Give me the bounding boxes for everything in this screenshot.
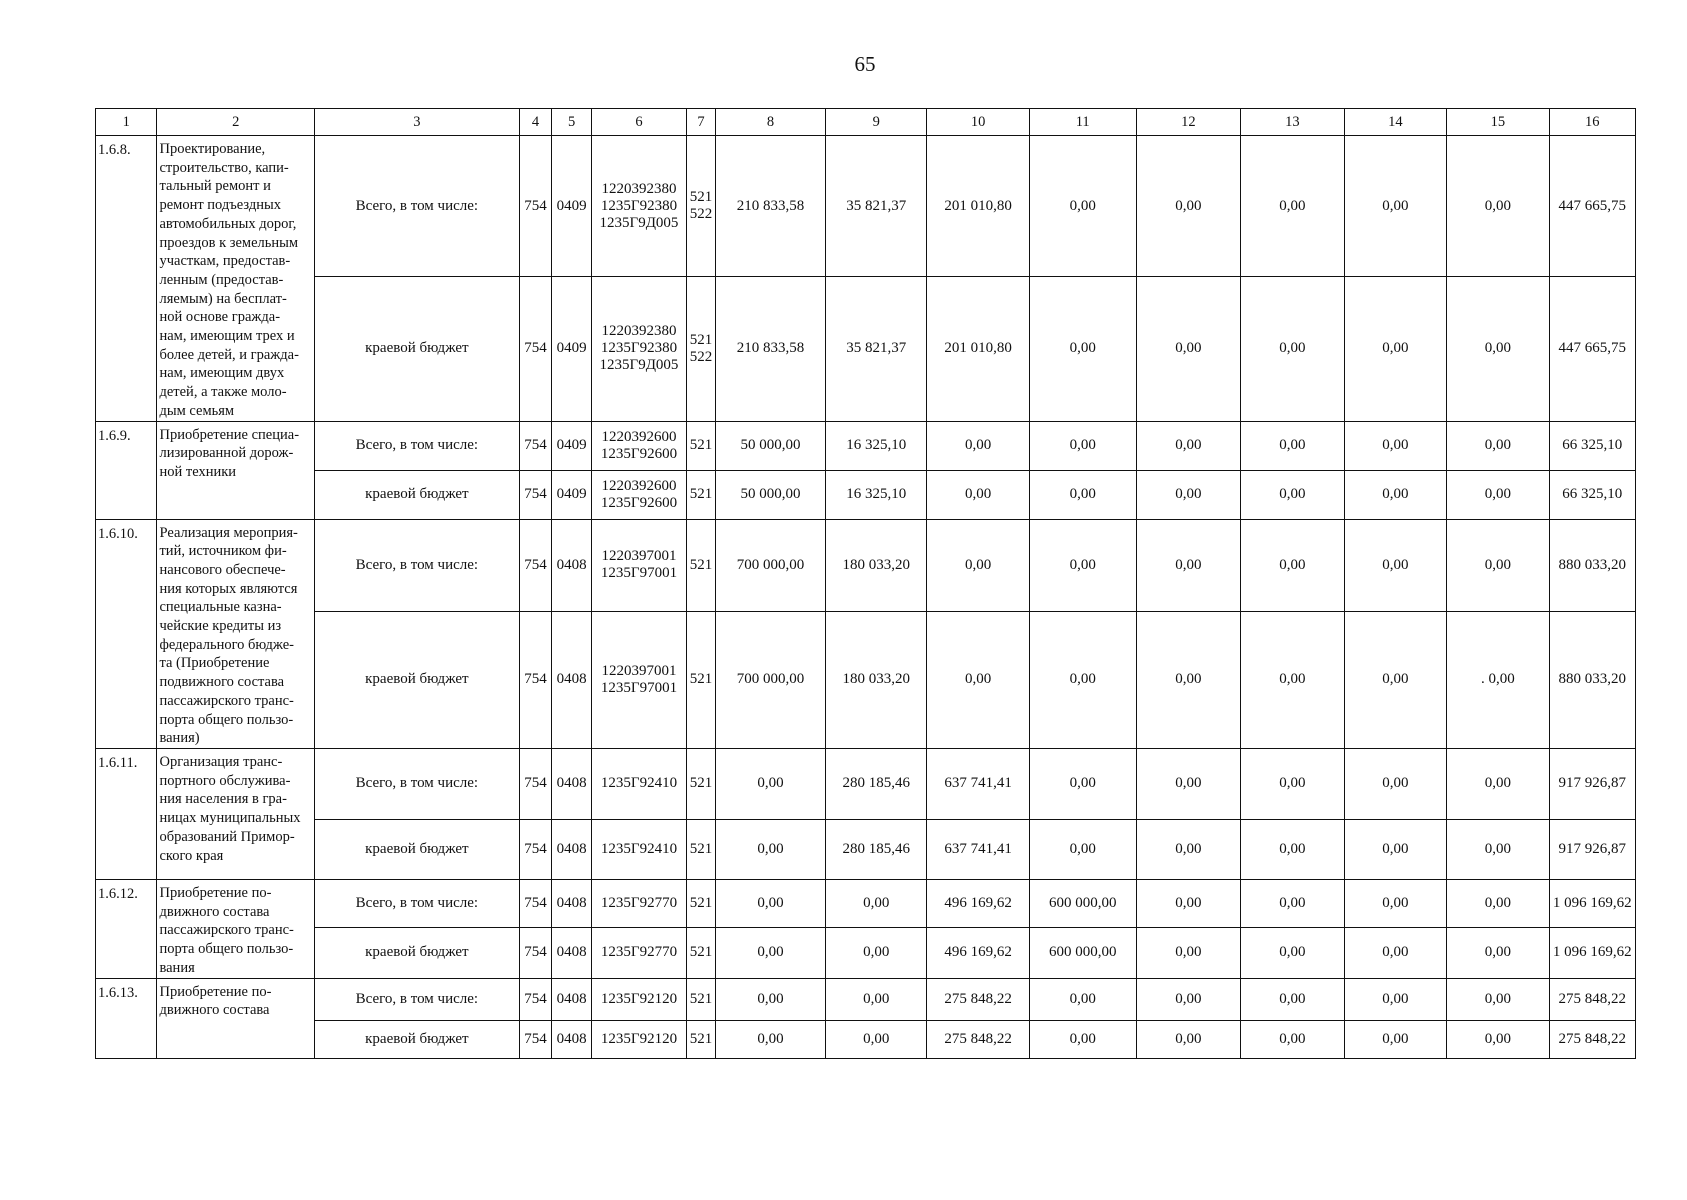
column-header: 8 [716, 109, 826, 136]
year-amount: 0,00 [1241, 421, 1345, 470]
section-code: 0408 [552, 748, 592, 819]
target-article-code: 1220392600 1235Г92600 [592, 421, 687, 470]
column-header: 14 [1344, 109, 1446, 136]
year-amount: 700 000,00 [716, 519, 826, 611]
year-amount: 0,00 [1447, 136, 1549, 277]
year-amount: 0,00 [1136, 136, 1241, 277]
grbs-code: 754 [519, 819, 551, 879]
year-amount: 0,00 [1136, 819, 1241, 879]
target-article-code: 1235Г92410 [592, 748, 687, 819]
funding-source: краевой бюджет [314, 611, 519, 748]
total-amount: 275 848,22 [1549, 978, 1635, 1020]
year-amount: 0,00 [1136, 748, 1241, 819]
year-amount: 0,00 [1136, 277, 1241, 421]
section-code: 0409 [552, 277, 592, 421]
year-amount: 700 000,00 [716, 611, 826, 748]
year-amount: 0,00 [1029, 277, 1136, 421]
year-amount: 16 325,10 [826, 470, 927, 519]
year-amount: 16 325,10 [826, 421, 927, 470]
year-amount: 0,00 [1136, 519, 1241, 611]
item-name: Организация транс- портного обслужива- ния населения в гра- ницах муниципальных образований Примор- ского края [157, 748, 314, 879]
table-row [96, 519, 1636, 611]
section-code: 0408 [552, 611, 592, 748]
expense-type-code: 521 522 [686, 277, 715, 421]
grbs-code: 754 [519, 927, 551, 978]
year-amount: 0,00 [1447, 277, 1549, 421]
year-amount: 0,00 [1344, 748, 1446, 819]
year-amount: 0,00 [826, 978, 927, 1020]
target-article-code: 1235Г92770 [592, 879, 687, 927]
grbs-code: 754 [519, 519, 551, 611]
year-amount: 637 741,41 [927, 819, 1029, 879]
total-amount: 880 033,20 [1549, 519, 1635, 611]
column-header: 6 [592, 109, 687, 136]
item-number: 1.6.8. [96, 136, 157, 422]
year-amount: 600 000,00 [1029, 879, 1136, 927]
year-amount: 0,00 [1029, 519, 1136, 611]
funding-source: Всего, в том числе: [314, 978, 519, 1020]
section-code: 0409 [552, 421, 592, 470]
table-row [96, 277, 1636, 421]
year-amount: 0,00 [1136, 978, 1241, 1020]
year-amount: 0,00 [1241, 519, 1345, 611]
item-name: Приобретение по- движного состава [157, 978, 314, 1058]
target-article-code: 1220392380 1235Г92380 1235Г9Д005 [592, 277, 687, 421]
year-amount: 0,00 [927, 519, 1029, 611]
expense-type-code: 521 [686, 1020, 715, 1058]
table-row [96, 748, 1636, 819]
year-amount: 0,00 [927, 611, 1029, 748]
table-row [96, 421, 1636, 470]
year-amount: 210 833,58 [716, 277, 826, 421]
column-header: 2 [157, 109, 314, 136]
section-code: 0408 [552, 927, 592, 978]
table-row [96, 927, 1636, 978]
year-amount: 0,00 [716, 927, 826, 978]
year-amount: 0,00 [1241, 611, 1345, 748]
year-amount: 0,00 [1241, 136, 1345, 277]
column-header: 4 [519, 109, 551, 136]
item-name: Проектирование, строительство, капи- тальный ремонт и ремонт подъездных автомобильных дорог, проездов к земельным участкам, предостав- ленным (предостав- ляемым) на бесплат- ной основе гражда- нам, имеющим трех и более детей, и гражда- нам, имеющим двух детей, а также моло- дым семьям [157, 136, 314, 422]
year-amount: 275 848,22 [927, 978, 1029, 1020]
expense-type-code: 521 [686, 819, 715, 879]
year-amount: 0,00 [716, 748, 826, 819]
column-header: 7 [686, 109, 715, 136]
section-code: 0408 [552, 519, 592, 611]
target-article-code: 1220397001 1235Г97001 [592, 611, 687, 748]
year-amount: 201 010,80 [927, 277, 1029, 421]
total-amount: 66 325,10 [1549, 470, 1635, 519]
grbs-code: 754 [519, 1020, 551, 1058]
year-amount: 0,00 [1447, 819, 1549, 879]
funding-source: Всего, в том числе: [314, 519, 519, 611]
expense-type-code: 521 522 [686, 136, 715, 277]
year-amount: 50 000,00 [716, 421, 826, 470]
table-row [96, 1020, 1636, 1058]
year-amount: 0,00 [1029, 978, 1136, 1020]
funding-source: Всего, в том числе: [314, 136, 519, 277]
year-amount: 0,00 [1447, 470, 1549, 519]
year-amount: 0,00 [1029, 1020, 1136, 1058]
item-name: Реализация мероприя- тий, источником фи- нансового обеспече- ния которых являются специальные казна- чейские кредиты из федерального бюдже- та (Приобретение подвижного состава пассажирского транс- порта общего пользо- вания) [157, 519, 314, 748]
year-amount: 0,00 [1029, 819, 1136, 879]
year-amount: 0,00 [716, 978, 826, 1020]
year-amount: 35 821,37 [826, 277, 927, 421]
funding-source: Всего, в том числе: [314, 421, 519, 470]
total-amount: 917 926,87 [1549, 819, 1635, 879]
year-amount: 0,00 [1136, 1020, 1241, 1058]
grbs-code: 754 [519, 879, 551, 927]
grbs-code: 754 [519, 421, 551, 470]
expense-type-code: 521 [686, 611, 715, 748]
column-header: 12 [1136, 109, 1241, 136]
column-header: 16 [1549, 109, 1635, 136]
year-amount: 280 185,46 [826, 819, 927, 879]
year-amount: 0,00 [1136, 927, 1241, 978]
column-header: 15 [1447, 109, 1549, 136]
budget-table [95, 108, 1636, 1059]
year-amount: 0,00 [1241, 470, 1345, 519]
column-header: 5 [552, 109, 592, 136]
year-amount: 0,00 [1344, 978, 1446, 1020]
expense-type-code: 521 [686, 978, 715, 1020]
year-amount: 0,00 [927, 421, 1029, 470]
year-amount: 0,00 [1344, 927, 1446, 978]
target-article-code: 1235Г92120 [592, 978, 687, 1020]
year-amount: 0,00 [716, 819, 826, 879]
year-amount: 210 833,58 [716, 136, 826, 277]
funding-source: Всего, в том числе: [314, 748, 519, 819]
year-amount: 496 169,62 [927, 879, 1029, 927]
year-amount: 0,00 [1447, 519, 1549, 611]
year-amount: 0,00 [1447, 1020, 1549, 1058]
column-header: 3 [314, 109, 519, 136]
total-amount: 917 926,87 [1549, 748, 1635, 819]
year-amount: 0,00 [1241, 819, 1345, 879]
table-row [96, 136, 1636, 277]
expense-type-code: 521 [686, 470, 715, 519]
table-row [96, 819, 1636, 879]
item-name: Приобретение специа- лизированной дорож- ной техники [157, 421, 314, 519]
table-row [96, 978, 1636, 1020]
year-amount: 0,00 [1447, 421, 1549, 470]
year-amount: 0,00 [826, 879, 927, 927]
table-row [96, 611, 1636, 748]
item-number: 1.6.11. [96, 748, 157, 879]
section-code: 0408 [552, 819, 592, 879]
grbs-code: 754 [519, 136, 551, 277]
year-amount: 0,00 [1136, 421, 1241, 470]
year-amount: 0,00 [1029, 470, 1136, 519]
year-amount: 0,00 [1344, 277, 1446, 421]
year-amount: 0,00 [1136, 470, 1241, 519]
table-row [96, 879, 1636, 927]
section-code: 0409 [552, 136, 592, 277]
year-amount: 0,00 [1136, 611, 1241, 748]
year-amount: 637 741,41 [927, 748, 1029, 819]
total-amount: 1 096 169,62 [1549, 927, 1635, 978]
year-amount: 280 185,46 [826, 748, 927, 819]
year-amount: 0,00 [826, 927, 927, 978]
section-code: 0408 [552, 1020, 592, 1058]
year-amount: 0,00 [1029, 136, 1136, 277]
table-row [96, 470, 1636, 519]
target-article-code: 1235Г92120 [592, 1020, 687, 1058]
item-number: 1.6.13. [96, 978, 157, 1058]
year-amount: 0,00 [1344, 519, 1446, 611]
funding-source: краевой бюджет [314, 819, 519, 879]
year-amount: 0,00 [1241, 978, 1345, 1020]
target-article-code: 1220392600 1235Г92600 [592, 470, 687, 519]
year-amount: 496 169,62 [927, 927, 1029, 978]
target-article-code: 1235Г92410 [592, 819, 687, 879]
year-amount: . 0,00 [1447, 611, 1549, 748]
total-amount: 66 325,10 [1549, 421, 1635, 470]
total-amount: 1 096 169,62 [1549, 879, 1635, 927]
year-amount: 180 033,20 [826, 611, 927, 748]
year-amount: 50 000,00 [716, 470, 826, 519]
year-amount: 0,00 [826, 1020, 927, 1058]
target-article-code: 1220392380 1235Г92380 1235Г9Д005 [592, 136, 687, 277]
funding-source: краевой бюджет [314, 277, 519, 421]
year-amount: 0,00 [1029, 748, 1136, 819]
grbs-code: 754 [519, 277, 551, 421]
section-code: 0409 [552, 470, 592, 519]
year-amount: 0,00 [1029, 611, 1136, 748]
expense-type-code: 521 [686, 748, 715, 819]
year-amount: 0,00 [1344, 611, 1446, 748]
column-header: 11 [1029, 109, 1136, 136]
total-amount: 275 848,22 [1549, 1020, 1635, 1058]
year-amount: 0,00 [1241, 927, 1345, 978]
year-amount: 0,00 [1447, 879, 1549, 927]
year-amount: 0,00 [1344, 470, 1446, 519]
year-amount: 0,00 [1241, 748, 1345, 819]
total-amount: 447 665,75 [1549, 136, 1635, 277]
section-code: 0408 [552, 879, 592, 927]
page-number: 65 [854, 52, 876, 76]
year-amount: 0,00 [927, 470, 1029, 519]
section-code: 0408 [552, 978, 592, 1020]
target-article-code: 1220397001 1235Г97001 [592, 519, 687, 611]
year-amount: 0,00 [1136, 879, 1241, 927]
grbs-code: 754 [519, 748, 551, 819]
item-number: 1.6.9. [96, 421, 157, 519]
column-header: 13 [1241, 109, 1345, 136]
year-amount: 0,00 [1447, 978, 1549, 1020]
expense-type-code: 521 [686, 519, 715, 611]
header-row [96, 109, 1636, 136]
grbs-code: 754 [519, 978, 551, 1020]
year-amount: 0,00 [1344, 879, 1446, 927]
year-amount: 600 000,00 [1029, 927, 1136, 978]
year-amount: 0,00 [1241, 879, 1345, 927]
expense-type-code: 521 [686, 879, 715, 927]
item-name: Приобретение по- движного состава пассажирского транс- порта общего пользо- вания [157, 879, 314, 978]
year-amount: 0,00 [1344, 421, 1446, 470]
target-article-code: 1235Г92770 [592, 927, 687, 978]
column-header: 1 [96, 109, 157, 136]
total-amount: 447 665,75 [1549, 277, 1635, 421]
year-amount: 0,00 [1241, 1020, 1345, 1058]
year-amount: 0,00 [1241, 277, 1345, 421]
total-amount: 880 033,20 [1549, 611, 1635, 748]
year-amount: 275 848,22 [927, 1020, 1029, 1058]
year-amount: 35 821,37 [826, 136, 927, 277]
column-header: 10 [927, 109, 1029, 136]
year-amount: 201 010,80 [927, 136, 1029, 277]
funding-source: краевой бюджет [314, 927, 519, 978]
expense-type-code: 521 [686, 421, 715, 470]
grbs-code: 754 [519, 611, 551, 748]
year-amount: 0,00 [1447, 748, 1549, 819]
funding-source: краевой бюджет [314, 1020, 519, 1058]
expense-type-code: 521 [686, 927, 715, 978]
column-header: 9 [826, 109, 927, 136]
funding-source: краевой бюджет [314, 470, 519, 519]
year-amount: 0,00 [716, 879, 826, 927]
item-number: 1.6.12. [96, 879, 157, 978]
year-amount: 0,00 [1447, 927, 1549, 978]
grbs-code: 754 [519, 470, 551, 519]
year-amount: 180 033,20 [826, 519, 927, 611]
item-number: 1.6.10. [96, 519, 157, 748]
year-amount: 0,00 [716, 1020, 826, 1058]
year-amount: 0,00 [1344, 819, 1446, 879]
year-amount: 0,00 [1344, 136, 1446, 277]
year-amount: 0,00 [1344, 1020, 1446, 1058]
year-amount: 0,00 [1029, 421, 1136, 470]
funding-source: Всего, в том числе: [314, 879, 519, 927]
